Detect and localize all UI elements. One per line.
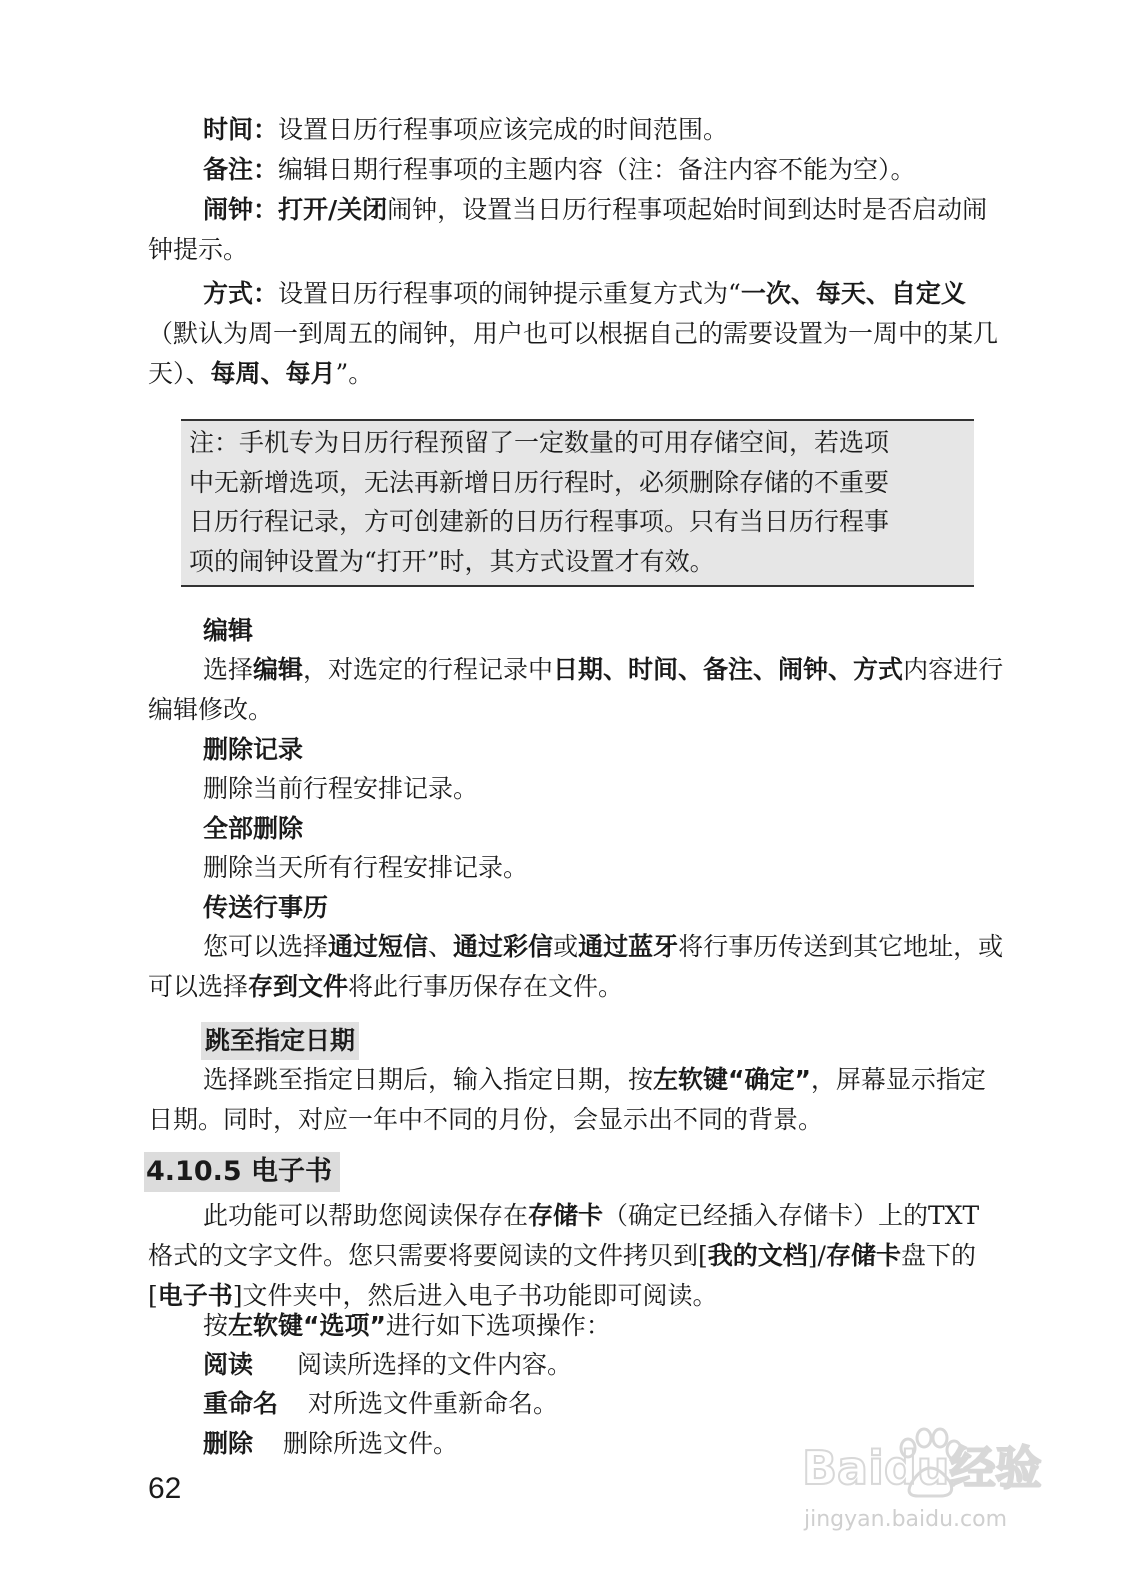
paragraph-edit <box>148 650 1010 730</box>
heading-edit: 编辑 <box>203 616 254 645</box>
send-text-5: 将此行事历保存在文件。 <box>348 972 624 1001</box>
paragraph-memo <box>148 150 1010 190</box>
label-mode: 方式： <box>203 279 279 308</box>
options-intro-text-2: 进行如下选项操作： <box>385 1311 611 1340</box>
paragraph-options-intro <box>203 1306 1010 1346</box>
note-line: 项的闹钟设置为“打开”时，其方式设置才有效。 <box>189 546 715 576</box>
option-key: 阅读 <box>203 1350 254 1379</box>
send-bold-4: 存到文件 <box>248 972 349 1001</box>
mode-text-2: （默认为周一到周五的闹钟，用户也可以根据自己的需要设置为一周中的某几天）、 <box>148 319 999 388</box>
label-alarm: 闹钟： <box>203 195 279 224</box>
option-read <box>203 1345 572 1385</box>
paragraph-jump <box>148 1060 1010 1140</box>
text-memo: 编辑日期行程事项的主题内容（注：备注内容不能为空）。 <box>278 155 916 184</box>
send-text-4: 将行事历传送到其它地址，或可以选择 <box>148 932 1004 1001</box>
alarm-on-off: 打开/关闭 <box>278 195 388 224</box>
options-intro-text-1: 按 <box>203 1311 229 1340</box>
options-intro-bold-1: 左软键“选项” <box>228 1311 386 1340</box>
edit-text-3: 内容进行编辑修改。 <box>148 655 1004 724</box>
send-text-2: 、 <box>428 932 454 961</box>
paragraph-send <box>148 927 1010 1007</box>
label-memo: 备注： <box>203 155 279 184</box>
heading-delete-record: 删除记录 <box>203 735 304 764</box>
watermark-url: jingyan.baidu.com <box>804 1507 1008 1532</box>
note-box <box>181 419 974 587</box>
ebook-text-2: （确定已经插入存储卡）上的TXT 格式的文字文件。您只需要将要阅读的文件拷贝到[ <box>148 1201 980 1270</box>
heading-delete-all: 全部删除 <box>203 814 304 843</box>
section-title: 4.10.5 电子书 <box>144 1152 340 1192</box>
mode-bold-2: 每周、每月 <box>210 359 336 388</box>
paragraph-ebook <box>148 1196 1010 1316</box>
edit-bold-1: 编辑 <box>253 655 304 684</box>
jump-text-2: ，屏幕显示指定日期。同时，对应一年中不同的月份，会显示出不同的背景。 <box>148 1065 986 1134</box>
note-line: 中无新增选项，无法再新增日历行程时，必须删除存储的不重要 <box>189 467 890 497</box>
edit-text-1: 选择 <box>203 655 254 684</box>
send-bold-2: 通过彩信 <box>453 932 554 961</box>
ebook-text-3: ]/ <box>807 1241 826 1270</box>
label-time: 时间： <box>203 115 279 144</box>
page-number: 62 <box>148 1472 182 1505</box>
paragraph-time <box>148 110 1010 150</box>
option-desc: 阅读所选择的文件内容。 <box>297 1350 573 1379</box>
send-bold-3: 通过蓝牙 <box>578 932 679 961</box>
note-line: 日历行程记录，方可创建新的日历行程事项。只有当日历行程事 <box>189 507 890 536</box>
edit-bold-2: 日期、时间、备注、闹钟、方式 <box>553 655 904 684</box>
jump-text-1: 选择跳至指定日期后，输入指定日期，按 <box>203 1065 654 1094</box>
ebook-text-4: 盘下的[ <box>148 1241 976 1310</box>
mode-text-1: 设置日历行程事项的闹钟提示重复方式为“ <box>278 279 741 308</box>
paragraph-mode <box>148 274 1010 394</box>
option-key: 删除 <box>203 1429 254 1458</box>
ebook-text-5: ]文件夹中，然后进入电子书功能即可阅读。 <box>232 1281 718 1310</box>
heading-send: 传送行事历 <box>203 893 329 922</box>
send-text-3: 或 <box>553 932 579 961</box>
option-rename <box>203 1384 558 1424</box>
mode-bold-1: 一次、每天、自定义 <box>740 279 966 308</box>
mode-text-3: ”。 <box>335 359 374 388</box>
send-text-1: 您可以选择 <box>203 932 329 961</box>
option-desc: 删除所选文件。 <box>283 1429 459 1458</box>
ebook-bold-4: 电子书 <box>157 1281 233 1310</box>
paragraph-delete-all: 删除当天所有行程安排记录。 <box>203 853 529 882</box>
ebook-bold-2: 我的文档 <box>707 1241 808 1270</box>
baidu-watermark-logo <box>800 1398 1050 1538</box>
paragraph-alarm <box>148 190 1010 270</box>
text-alarm: 闹钟，设置当日历行程事项起始时间到达时是否启动闹钟提示。 <box>148 195 988 264</box>
option-desc: 对所选文件重新命名。 <box>308 1389 559 1418</box>
paragraph-delete-record: 删除当前行程安排记录。 <box>203 774 479 803</box>
option-key: 重命名 <box>203 1389 279 1418</box>
note-line: 注：手机专为日历行程预留了一定数量的可用存储空间，若选项 <box>189 428 890 457</box>
ebook-bold-3: 存储卡 <box>825 1241 901 1270</box>
send-bold-1: 通过短信 <box>328 932 429 961</box>
edit-text-2: ，对选定的行程记录中 <box>303 655 554 684</box>
jump-bold-1: 左软键“确定” <box>653 1065 811 1094</box>
watermark-brand: Baidu经验 <box>802 1441 1042 1495</box>
text-time: 设置日历行程事项应该完成的时间范围。 <box>278 115 729 144</box>
option-delete <box>203 1424 458 1464</box>
heading-jump: 跳至指定日期 <box>201 1022 359 1060</box>
ebook-bold-1: 存储卡 <box>528 1201 604 1230</box>
ebook-text-1: 此功能可以帮助您阅读保存在 <box>203 1201 529 1230</box>
